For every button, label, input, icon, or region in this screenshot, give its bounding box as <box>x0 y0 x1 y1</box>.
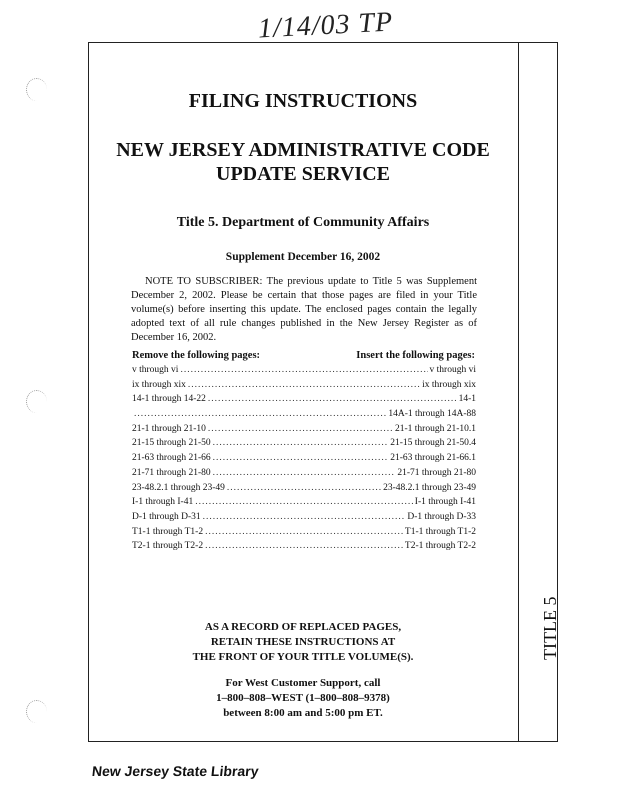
page-list-row <box>132 539 476 554</box>
page-list-row <box>132 481 476 496</box>
library-stamp: New Jersey State Library <box>91 763 260 779</box>
leader-dots <box>208 392 457 407</box>
support-line: For West Customer Support, call <box>225 677 381 689</box>
insert-pages: 14A-1 through 14A-88 <box>388 409 476 420</box>
supplement-heading: Supplement December 16, 2002 <box>225 251 381 263</box>
insert-pages: 21-15 through 21-50.4 <box>390 438 476 449</box>
customer-support <box>88 676 518 721</box>
support-line: between 8:00 am and 5:00 pm ET. <box>223 707 383 719</box>
remove-pages: 21-71 through 21-80 <box>132 467 211 478</box>
record-line: THE FRONT OF YOUR TITLE VOLUME(S). <box>192 651 414 663</box>
insert-pages: I-1 through I-41 <box>414 497 476 508</box>
insert-pages: D-1 through D-33 <box>407 511 476 522</box>
leader-dots <box>205 539 403 554</box>
page-list-row <box>132 510 476 525</box>
leader-dots <box>227 481 381 496</box>
leader-dots <box>205 525 403 540</box>
insert-pages: 21-1 through 21-10.1 <box>394 423 476 434</box>
insert-pages: 21-63 through 21-66.1 <box>390 453 476 464</box>
side-tab-label: TITLE 5 <box>540 596 560 660</box>
remove-pages: 21-63 through 21-66 <box>132 453 211 464</box>
page-list-row <box>132 392 476 407</box>
insert-pages: 14-1 <box>458 394 476 405</box>
subscriber-note: NOTE TO SUBSCRIBER: The previous update to Title 5 was Supplement December 2, 2002. Please be certain that those pages are filed in your Title volume(s) before inserting this update. The enclosed pages contain the legally adopted text of all rule changes published in the New Jersey Register as of December 16, 2002. <box>131 276 477 343</box>
leader-dots <box>213 466 396 481</box>
record-line: RETAIN THESE INSTRUCTIONS AT <box>210 636 396 648</box>
leader-dots <box>188 378 420 393</box>
page-list-row <box>132 378 476 393</box>
page-list-row <box>132 525 476 540</box>
record-instructions <box>88 620 518 665</box>
remove-pages: D-1 through D-31 <box>132 511 201 522</box>
insert-column-heading: Insert the following pages: <box>356 350 475 361</box>
remove-column-heading: Remove the following pages: <box>132 350 261 361</box>
leader-dots <box>213 451 389 466</box>
leader-dots <box>195 495 413 510</box>
leader-dots <box>180 363 427 378</box>
page-list-row <box>132 495 476 510</box>
remove-pages: 14-1 through 14-22 <box>132 394 206 405</box>
page-list-row <box>132 363 476 378</box>
page-list-row <box>132 422 476 437</box>
insert-pages: ix through xix <box>422 379 476 390</box>
page-list-row <box>132 451 476 466</box>
page-list-row <box>132 407 476 422</box>
support-line: 1–800–808–WEST (1–800–808–9378) <box>216 692 390 704</box>
punch-hole-mark <box>26 78 47 101</box>
leader-dots <box>203 510 406 525</box>
remove-pages: I-1 through I-41 <box>132 497 194 508</box>
remove-pages: T2-1 through T2-2 <box>132 541 204 552</box>
page-list <box>132 363 476 554</box>
leader-dots <box>134 407 386 422</box>
code-heading <box>88 138 518 186</box>
punch-hole-mark <box>26 700 47 723</box>
record-line: AS A RECORD OF REPLACED PAGES, <box>204 621 402 633</box>
title-heading: Title 5. Department of Community Affairs <box>176 215 430 230</box>
remove-pages: v through vi <box>132 365 179 375</box>
remove-pages: 21-1 through 21-10 <box>132 423 206 434</box>
page-title: FILING INSTRUCTIONS <box>188 90 418 112</box>
handwritten-date-initials: 1/14/03 TP <box>257 6 394 45</box>
leader-dots <box>213 436 389 451</box>
code-heading-line: UPDATE SERVICE <box>216 163 390 185</box>
insert-pages: T1-1 through T1-2 <box>404 526 476 537</box>
leader-dots <box>208 422 393 437</box>
remove-pages: T1-1 through T1-2 <box>132 526 204 537</box>
insert-pages: 23-48.2.1 through 23-49 <box>383 482 476 493</box>
insert-pages: T2-1 through T2-2 <box>404 541 476 552</box>
punch-hole-mark <box>26 390 47 413</box>
code-heading-line: NEW JERSEY ADMINISTRATIVE CODE <box>116 139 490 161</box>
insert-pages: v through vi <box>429 365 476 375</box>
remove-pages: ix through xix <box>132 379 186 390</box>
remove-pages: 21-15 through 21-50 <box>132 438 211 449</box>
page-list-row <box>132 466 476 481</box>
insert-pages: 21-71 through 21-80 <box>397 467 476 478</box>
page-list-row <box>132 436 476 451</box>
remove-pages: 23-48.2.1 through 23-49 <box>132 482 225 493</box>
